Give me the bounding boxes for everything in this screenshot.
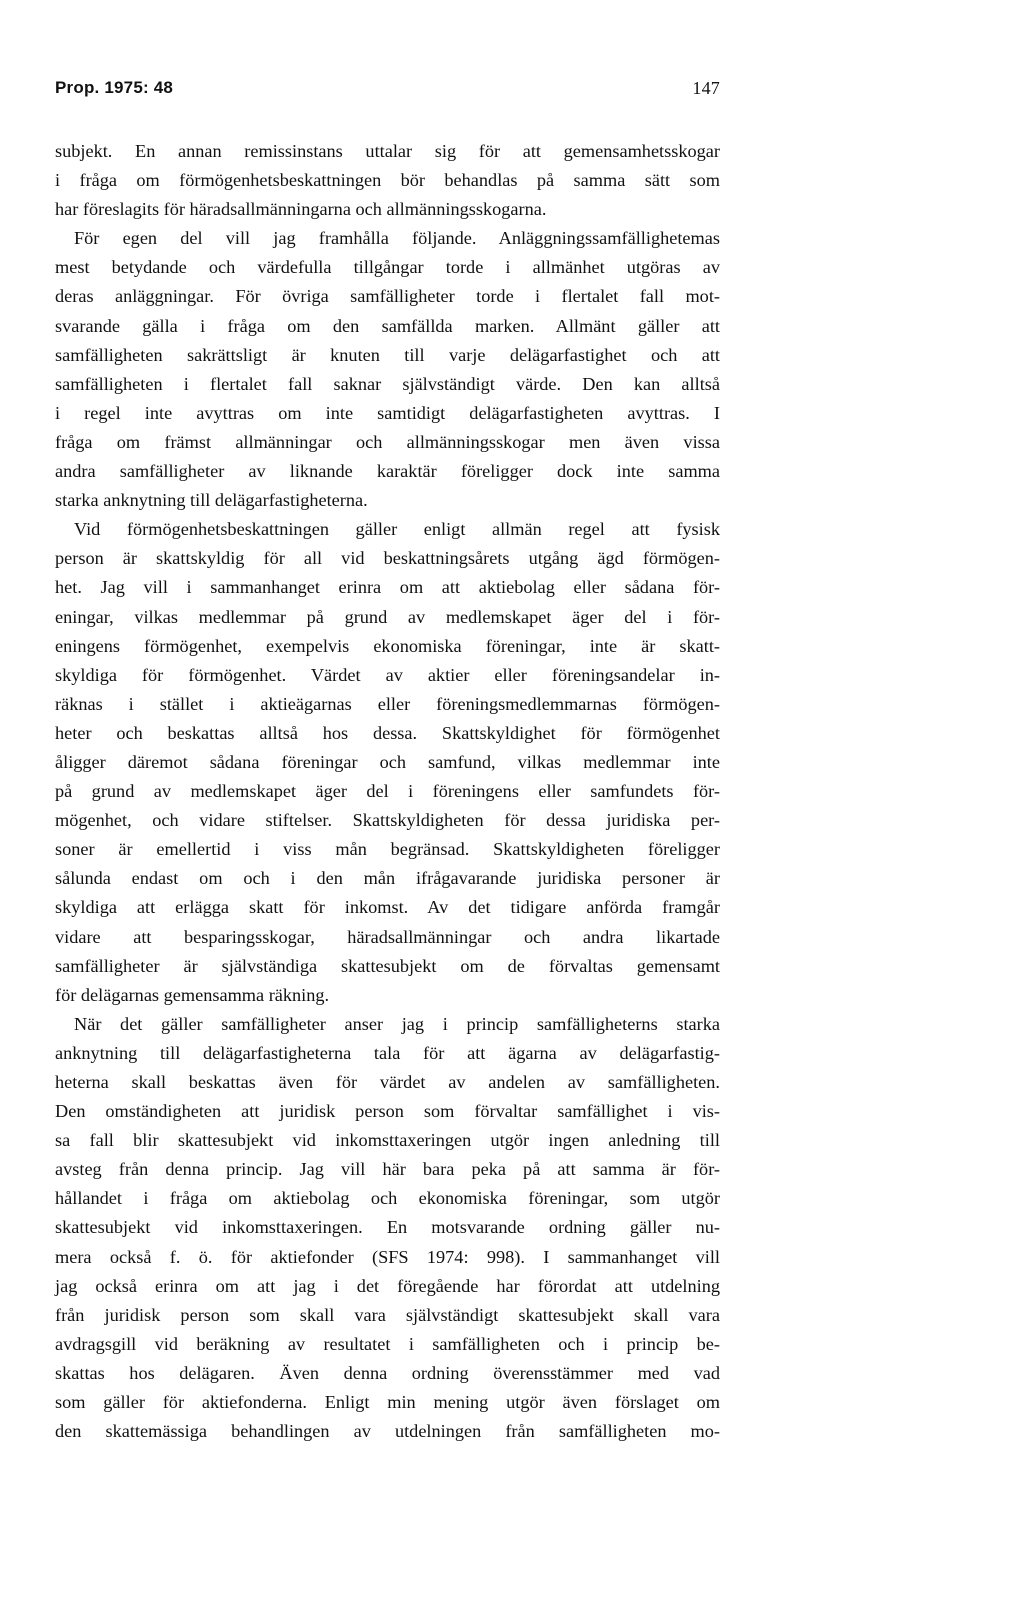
text-line: fråga om främst allmänningar och allmänningsskogar men även vissa bbox=[55, 431, 720, 452]
text-line: sålunda endast om och i den mån ifrågavarande juridiska personer är bbox=[55, 868, 720, 889]
text-line: för delägarnas gemensamma räkning. bbox=[55, 984, 330, 1005]
text-line: räknas i stället i aktieägarnas eller föreningsmedlemmarnas förmögen- bbox=[55, 693, 720, 714]
text-line: När det gäller samfälligheter anser jag i princip samfälligheterns starka bbox=[74, 1013, 720, 1034]
text-line: skyldiga för förmögenhet. Värdet av aktier eller föreningsandelar in- bbox=[55, 664, 720, 685]
text-line: jag också erinra om att jag i det föregående har förordat att utdelning bbox=[55, 1275, 720, 1296]
text-line: Den omständigheten att juridisk person som förvaltar samfällighet i vis- bbox=[55, 1101, 720, 1122]
text-line: från juridisk person som skall vara självständigt skattesubjekt skall vara bbox=[55, 1304, 720, 1325]
text-line: het. Jag vill i sammanhanget erinra om att aktiebolag eller sådana för- bbox=[55, 577, 720, 598]
text-line: anknytning till delägarfastigheterna tala för att ägarna av delägarfastig- bbox=[55, 1042, 720, 1063]
text-line: deras anläggningar. För övriga samfälligheter torde i flertalet fall mot- bbox=[55, 286, 720, 307]
text-line: soner är emellertid i viss mån begränsad. Skattskyldigheten föreligger bbox=[55, 839, 720, 860]
page-header bbox=[55, 78, 720, 108]
text-line: avdragsgill vid beräkning av resultatet i samfälligheten och i princip be- bbox=[55, 1333, 720, 1354]
text-line: eningar, vilkas medlemmar på grund av medlemskapet äger del i för- bbox=[55, 606, 720, 627]
text-line: starka anknytning till delägarfastigheterna. bbox=[55, 490, 368, 511]
document-page bbox=[55, 78, 720, 1446]
page-number: 147 bbox=[692, 78, 720, 98]
text-line: i regel inte avyttras om inte samtidigt delägarfastigheten avyttras. I bbox=[55, 402, 720, 423]
text-line: mera också f. ö. för aktiefonder (SFS 1974: 998). I sammanhanget vill bbox=[55, 1246, 720, 1267]
text-line: skyldiga att erlägga skatt för inkomst. Av det tidigare anförda framgår bbox=[55, 897, 720, 918]
text-line: eningens förmögenhet, exempelvis ekonomiska föreningar, inte är skatt- bbox=[55, 635, 720, 656]
text-line: avsteg från denna princip. Jag vill här bara peka på att samma är för- bbox=[55, 1159, 720, 1180]
text-line: mögenhet, och vidare stiftelser. Skattskyldigheten för dessa juridiska per- bbox=[55, 810, 720, 831]
text-line: den skattemässiga behandlingen av utdelningen från samfälligheten mo- bbox=[55, 1421, 720, 1442]
text-line: sa fall blir skattesubjekt vid inkomsttaxeringen utgör ingen anledning till bbox=[55, 1130, 720, 1151]
text-line: åligger däremot sådana föreningar och samfund, vilkas medlemmar inte bbox=[55, 751, 720, 772]
text-line: Vid förmögenhetsbeskattningen gäller enligt allmän regel att fysisk bbox=[74, 519, 720, 540]
text-line: vidare att besparingsskogar, häradsallmänningar och andra likartade bbox=[55, 926, 720, 947]
text-line: som gäller för aktiefonderna. Enligt min mening utgör även förslaget om bbox=[55, 1392, 720, 1413]
text-line: heterna skall beskattas även för värdet av andelen av samfälligheten. bbox=[55, 1072, 720, 1092]
text-line: skattesubjekt vid inkomsttaxeringen. En motsvarande ordning gäller nu- bbox=[55, 1217, 720, 1238]
text-line: i fråga om förmögenhetsbeskattningen bör behandlas på samma sätt som bbox=[55, 170, 720, 191]
text-line: samfälligheter är självständiga skattesubjekt om de förvaltas gemensamt bbox=[55, 955, 720, 976]
text-line: För egen del vill jag framhålla följande. Anläggningssamfällighetemas bbox=[74, 228, 720, 249]
text-line: subjekt. En annan remissinstans uttalar sig för att gemensamhetsskogar bbox=[55, 141, 720, 161]
text-line: skattas hos delägaren. Även denna ordning överensstämmer med vad bbox=[55, 1362, 720, 1383]
text-line: har föreslagits för häradsallmänningarna och allmänningsskogarna. bbox=[55, 199, 547, 220]
text-line: andra samfälligheter av liknande karaktär föreligger dock inte samma bbox=[55, 461, 720, 482]
text-line: samfälligheten sakrättsligt är knuten till varje delägarfastighet och att bbox=[55, 344, 720, 365]
text-line: samfälligheten i flertalet fall saknar självständigt värde. Den kan alltså bbox=[55, 373, 720, 394]
body-text bbox=[55, 137, 720, 1446]
text-line: person är skattskyldig för all vid beskattningsårets utgång ägd förmögen- bbox=[55, 548, 720, 569]
text-line: heter och beskattas alltså hos dessa. Skattskyldighet för förmögenhet bbox=[55, 722, 720, 743]
text-line: svarande gälla i fråga om den samfällda marken. Allmänt gäller att bbox=[55, 315, 720, 336]
text-line: på grund av medlemskapet äger del i föreningens eller samfundets för- bbox=[55, 781, 720, 802]
text-line: mest betydande och värdefulla tillgångar torde i allmänhet utgöras av bbox=[55, 257, 720, 278]
running-head: Prop. 1975: 48 bbox=[55, 78, 174, 97]
text-line: hållandet i fråga om aktiebolag och ekonomiska föreningar, som utgör bbox=[55, 1188, 720, 1209]
